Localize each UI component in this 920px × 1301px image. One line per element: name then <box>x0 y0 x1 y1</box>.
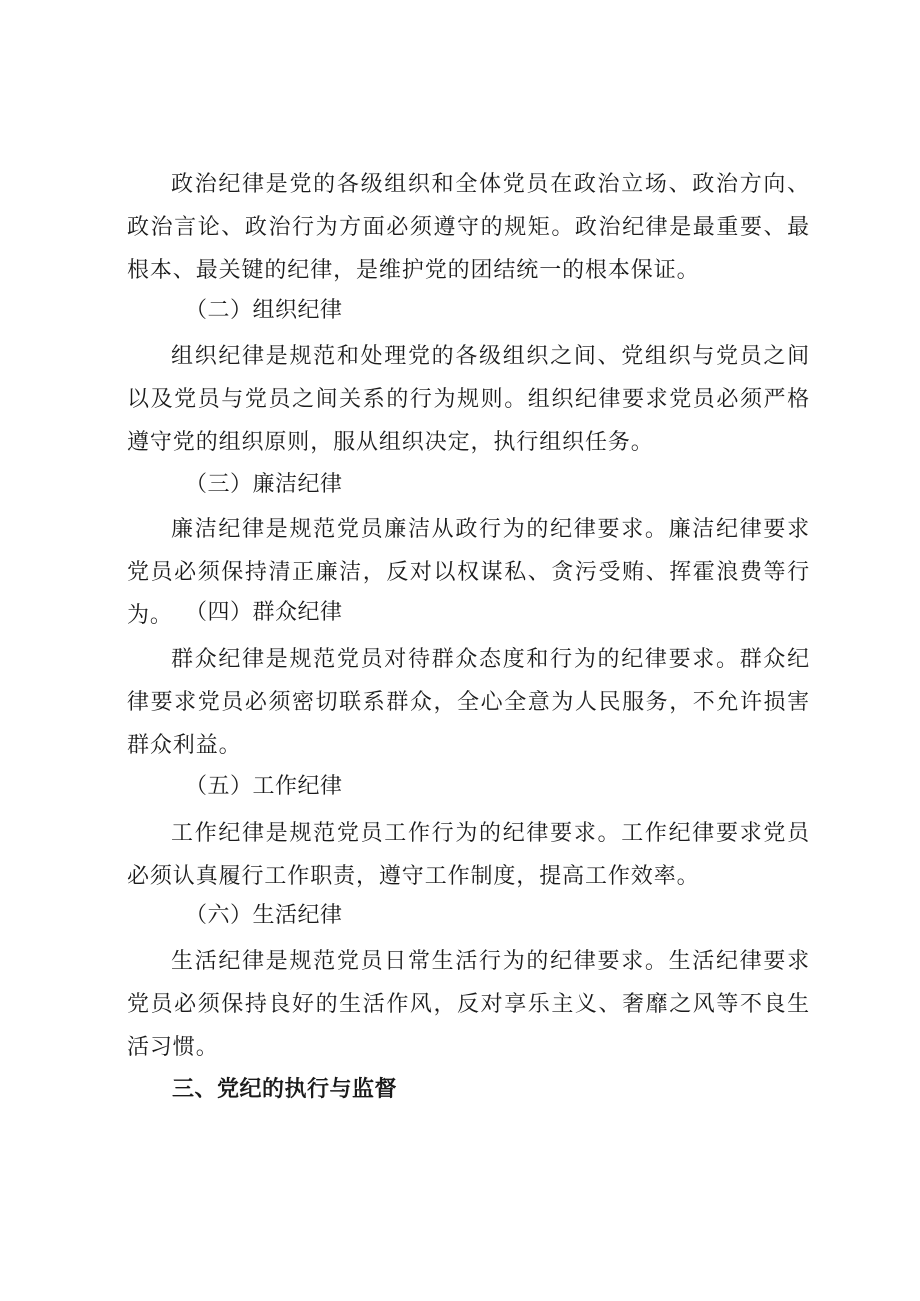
section-three-heading: 三、党纪的执行与监督 <box>172 1077 398 1102</box>
heading-work-discipline: （五）工作纪律 <box>185 774 343 799</box>
heading-integrity-discipline: （三）廉洁纪律 <box>185 472 343 497</box>
heading-mass-discipline: （四）群众纪律 <box>185 600 343 625</box>
political-discipline-paragraph: 政治纪律是党的各级组织和全体党员在政治立场、政治方向、政治言论、政治行为方面必须遵守的规矩。政治纪律是最重要、最根本、最关键的纪律，是维护党的团结统一的根本保证。 <box>127 172 810 283</box>
organizational-discipline-paragraph: 组织纪律是规范和处理党的各级组织之间、党组织与党员之间以及党员与党员之间关系的行为规则。组织纪律要求党员必须严格遵守党的组织原则，服从组织决定，执行组织任务。 <box>127 344 810 455</box>
mass-discipline-paragraph: 群众纪律是规范党员对待群众态度和行为的纪律要求。群众纪律要求党员必须密切联系群众，全心全意为人民服务，不允许损害群众利益。 <box>127 647 810 758</box>
integrity-discipline-paragraph: 廉洁纪律是规范党员廉洁从政行为的纪律要求。廉洁纪律要求党员必须保持清正廉洁，反对以权谋私、贪污受贿、挥霍浪费等行为。 <box>127 517 810 628</box>
heading-life-discipline: （六）生活纪律 <box>185 903 343 928</box>
life-discipline-paragraph: 生活纪律是规范党员日常生活行为的纪律要求。生活纪律要求党员必须保持良好的生活作风，反对享乐主义、奢靡之风等不良生活习惯。 <box>127 949 810 1060</box>
heading-organizational-discipline: （二）组织纪律 <box>185 298 343 323</box>
work-discipline-paragraph: 工作纪律是规范党员工作行为的纪律要求。工作纪律要求党员必须认真履行工作职责，遵守工作制度，提高工作效率。 <box>127 821 810 889</box>
